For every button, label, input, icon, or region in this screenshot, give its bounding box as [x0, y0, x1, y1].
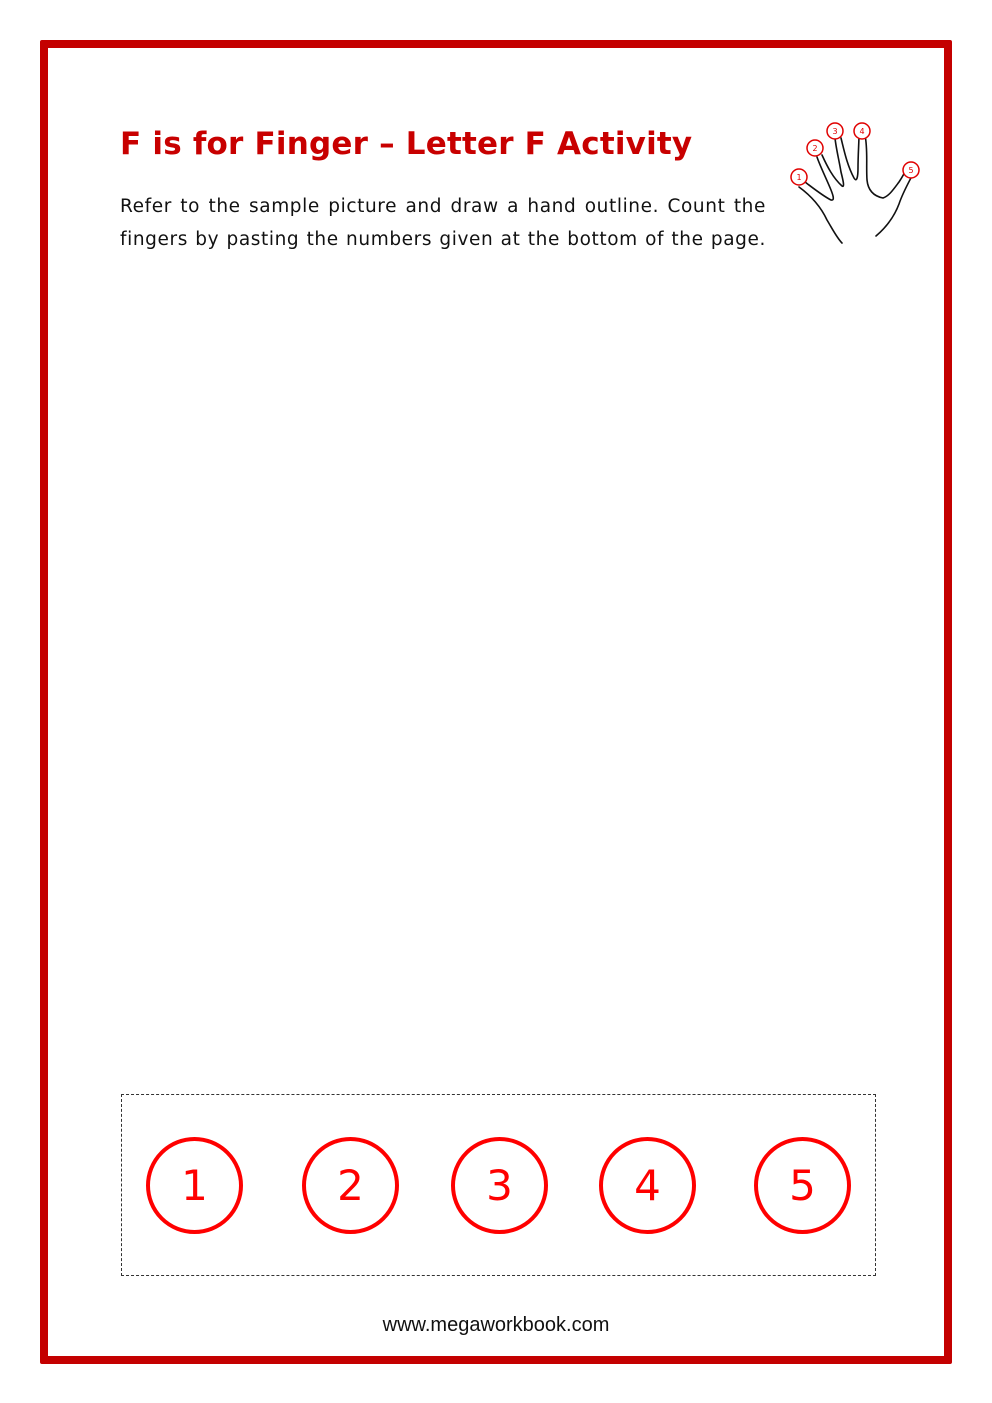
hand-outline-icon: [775, 110, 940, 245]
instructions-line-1: Refer to the sample picture and draw a hand outline. Count the: [120, 196, 766, 217]
instructions-line-2: fingers by pasting the numbers given at the bottom of the page.: [120, 229, 766, 250]
worksheet-title: F is for Finger – Letter F Activity: [120, 126, 693, 162]
number-circle-2: 2: [302, 1137, 399, 1234]
number-circle-5: 5: [754, 1137, 851, 1234]
hand-finger-label: 4: [859, 127, 865, 136]
number-circle-3: 3: [451, 1137, 548, 1234]
hand-finger-label: 5: [908, 166, 914, 175]
number-circle-1: 1: [146, 1137, 243, 1234]
instructions: [120, 190, 766, 256]
hand-finger-label: 3: [832, 127, 838, 136]
number-circle-4: 4: [599, 1137, 696, 1234]
hand-finger-label: 2: [812, 144, 818, 153]
hand-finger-label: 1: [796, 173, 802, 182]
footer-url: www.megaworkbook.com: [382, 1314, 610, 1336]
